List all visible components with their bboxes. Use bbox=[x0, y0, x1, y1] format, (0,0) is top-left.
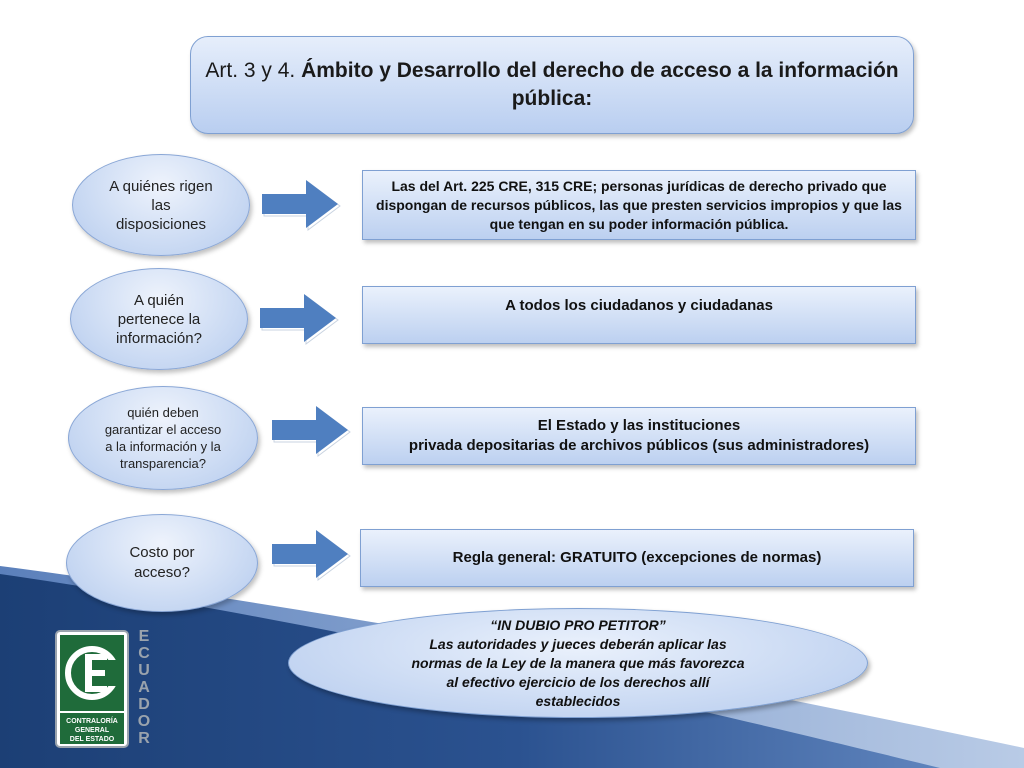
ecuador-letter: A bbox=[138, 679, 150, 696]
ecuador-letter: O bbox=[137, 713, 151, 730]
right-arrow-icon bbox=[270, 404, 354, 460]
answer-text-2: A todos los ciudadanos y ciudadanas bbox=[505, 297, 773, 314]
question-text-2: A quién pertenece la información? bbox=[116, 291, 202, 347]
note-line-2: normas de la Ley de la manera que más favorezca bbox=[411, 654, 745, 671]
question-text-3: quién deben garantizar el acceso a la información y la transparencia? bbox=[104, 405, 222, 471]
right-arrow-icon bbox=[258, 292, 342, 348]
logo-text-1: CONTRALORÍA bbox=[66, 718, 118, 725]
ecuador-letter: R bbox=[138, 730, 150, 747]
logo-text-2: GENERAL bbox=[74, 727, 110, 734]
ecuador-letter: C bbox=[138, 645, 150, 662]
question-oval-3 bbox=[68, 386, 258, 490]
ecuador-letter: E bbox=[138, 628, 150, 645]
question-oval-2 bbox=[70, 268, 248, 370]
question-text-1: A quiénes rigen las disposiciones bbox=[109, 177, 213, 233]
logo-text-3: DEL ESTADO bbox=[69, 736, 115, 743]
answer-box-1 bbox=[362, 170, 916, 240]
right-arrow-icon bbox=[260, 178, 344, 234]
answer-text-3a: El Estado y las instituciones bbox=[537, 417, 741, 434]
title-bold: Ámbito y Desarrollo del derecho de acceso a la información pública: bbox=[301, 59, 899, 110]
note-heading: “IN DUBIO PRO PETITOR” bbox=[490, 616, 666, 633]
note-line-1: Las autoridades y jueces deberán aplicar las bbox=[429, 635, 727, 652]
contraloria-logo-icon bbox=[55, 630, 129, 748]
answer-text-4: Regla general: GRATUITO (excepciones de normas) bbox=[452, 549, 822, 566]
ecuador-vertical-text bbox=[132, 628, 156, 747]
principle-note-oval bbox=[288, 608, 868, 718]
answer-text-1: Las del Art. 225 CRE, 315 CRE; personas jurídicas de derecho privado que dispongan de recursos públicos, las que presten servicios impropios y que las que tengan en su poder información pública. bbox=[376, 177, 902, 232]
question-oval-4 bbox=[66, 514, 258, 612]
note-line-4: establecidos bbox=[535, 692, 621, 709]
answer-text-3b: privada depositarias de archivos públicos (sus administradores) bbox=[408, 437, 870, 454]
ecuador-letter: D bbox=[138, 696, 150, 713]
question-oval-1 bbox=[72, 154, 250, 256]
question-text-4: Costo por acceso? bbox=[129, 544, 195, 581]
title-box bbox=[190, 36, 914, 134]
ecuador-letter: U bbox=[138, 662, 150, 679]
note-line-3: al efectivo ejercicio de los derechos allí bbox=[446, 673, 710, 690]
title-lead: Art. 3 y 4. bbox=[205, 59, 296, 82]
answer-box-3 bbox=[362, 407, 916, 465]
answer-box-2 bbox=[362, 286, 916, 344]
right-arrow-icon bbox=[270, 528, 354, 584]
answer-box-4 bbox=[360, 529, 914, 587]
